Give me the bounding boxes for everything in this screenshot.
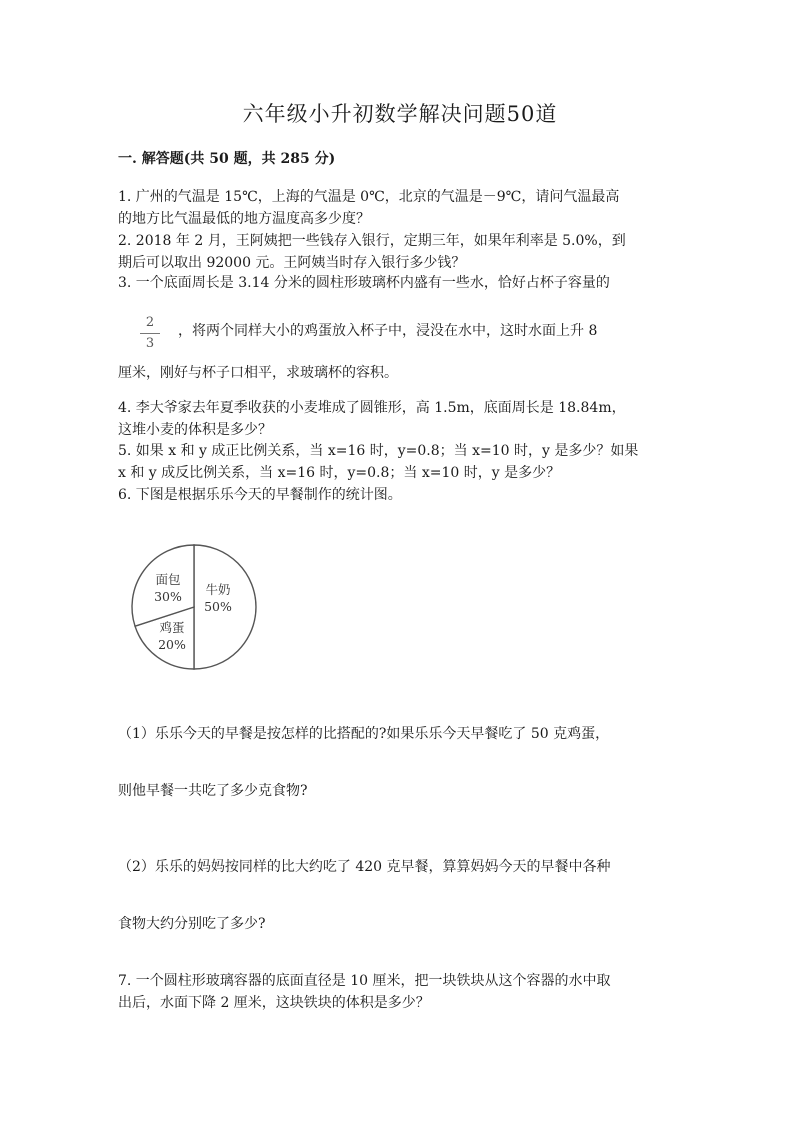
question-5-line-1: 5. 如果 x 和 y 成正比例关系，当 x=16 时，y=0.8；当 x=10 时，y 是多少？如果 [118,443,639,459]
question-1-line-2: 的地方比气温最低的地方温度高多少度？ [118,211,370,227]
page-title: 六年级小升初数学解决问题50道 [242,102,558,126]
question-2-line-1: 2. 2018 年 2 月，王阿姨把一些钱存入银行，定期三年，如果年利率是 5.0%，到 [118,233,626,249]
question-4-line-1: 4. 李大爷家去年夏季收获的小麦堆成了圆锥形，高 1.5m，底面周长是 18.84m， [118,400,626,416]
question-6-intro-text: 6. 下图是根据乐乐今天的早餐制作的统计图。 [118,487,402,503]
question-6-sub-2-line-2 [118,913,688,935]
pie-label-name-鸡蛋: 鸡蛋 [159,620,185,635]
question-5-line-2: x 和 y 成反比例关系，当 x=16 时，y=0.8；当 x=10 时，y 是多少？ [118,465,561,481]
question-4-line-2: 这堆小麦的体积是多少？ [118,422,272,438]
pie-label-value-鸡蛋: 20% [158,637,186,652]
question-2-line-2: 期后可以取出 92000 元。王阿姨当时存入银行多少钱？ [118,255,466,271]
pie-label-value-面包: 30% [154,589,182,604]
question-6-sub-2-text-2: 食物大约分别吃了多少? [118,916,266,932]
question-1-line-1: 1. 广州的气温是 15℃，上海的气温是 0℃，北京的气温是－9℃，请问气温最高 [118,189,620,205]
question-3-line-3 [118,362,688,384]
question-4 [118,397,688,441]
question-3-text-1: 3. 一个底面周长是 3.14 分米的圆柱形玻璃杯内盛有一些水，恰好占杯子容量的 [118,275,610,291]
question-6-sub-1-line-2 [118,780,688,802]
section-heading: 一. 解答题(共 50 题，共 285 分) [118,151,336,167]
fraction-denominator: 3 [145,336,155,351]
question-6-sub-1-text-1: （1）乐乐今天的早餐是按怎样的比搭配的?如果乐乐今天早餐吃了 50 克鸡蛋， [118,726,610,742]
fraction-numerator: 2 [145,315,155,330]
fraction-two-thirds [140,315,160,352]
question-6-sub-2-line-1 [118,856,688,878]
question-3-line-2 [178,320,698,342]
breakfast-pie-chart [126,540,266,676]
question-2 [118,230,688,274]
question-3-text-3: 厘米，刚好与杯子口相平，求玻璃杯的容积。 [118,365,398,381]
question-6-sub-2-text-1: （2）乐乐的妈妈按同样的比大约吃了 420 克早餐，算算妈妈今天的早餐中各种 [118,859,611,875]
pie-label-name-面包: 面包 [155,572,181,587]
pie-chart-svg [126,540,266,676]
question-7-line-2: 出后，水面下降 2 厘米，这块铁块的体积是多少？ [118,995,430,1011]
pie-label-name-牛奶: 牛奶 [205,582,231,597]
question-5 [118,440,688,484]
question-3-line-1 [118,272,688,294]
question-6-intro [118,484,688,506]
question-6-sub-1-line-1 [118,723,688,745]
question-7 [118,970,688,1014]
question-1 [118,186,688,230]
question-3-text-2: ，将两个同样大小的鸡蛋放入杯子中，浸没在水中，这时水面上升 8 [178,323,598,339]
fraction-bar [140,333,160,334]
question-6-sub-1-text-2: 则他早餐一共吃了多少克食物? [118,783,308,799]
pie-label-value-牛奶: 50% [204,599,232,614]
question-7-line-1: 7. 一个圆柱形玻璃容器的底面直径是 10 厘米，把一块铁块从这个容器的水中取 [118,973,611,989]
